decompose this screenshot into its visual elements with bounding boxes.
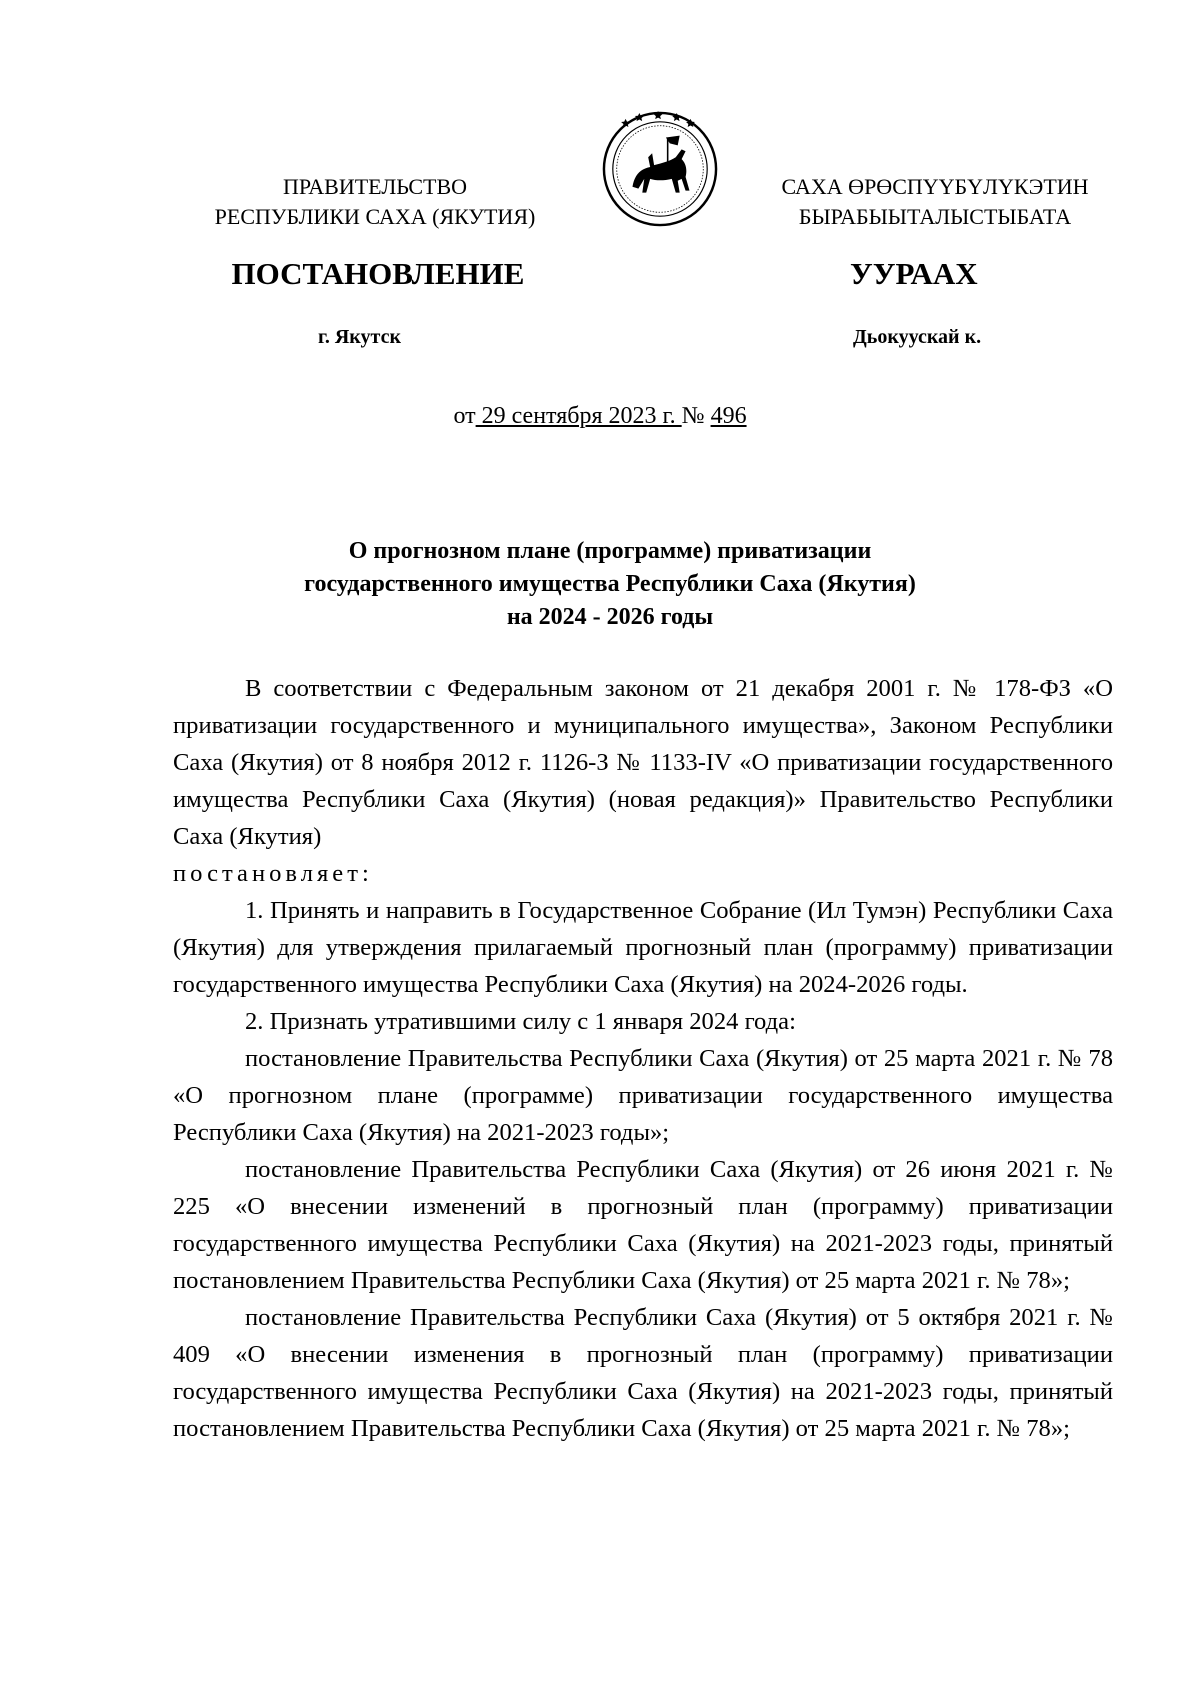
document-body bbox=[173, 670, 1113, 1447]
decree-number: 496 bbox=[710, 403, 747, 429]
doc-type-yakut: УУРААХ bbox=[850, 256, 978, 291]
item-2: 2. Признать утратившими силу с 1 января 2024 года: bbox=[245, 1008, 796, 1035]
item-2-b: постановление Правительства Республики Саха (Якутия) от 26 июня 2021 г. № 225 «О внесении изменений в прогнозный план (программу) приватизации государственного имущества Республики Саха (Якутия) на 2021-2023 годы, принятый постановлением Правительства Республики Саха (Якутия) от 25 марта 2021 г. № 78»; bbox=[173, 1156, 1113, 1294]
decree-word: постановляет: bbox=[173, 860, 373, 887]
number-sign: № bbox=[681, 403, 711, 429]
header-left-line2: РЕСПУБЛИКИ САХА (ЯКУТИЯ) bbox=[214, 204, 536, 229]
coat-of-arms-emblem bbox=[601, 110, 719, 228]
title-line-1: О прогнозном плане (программе) приватизации bbox=[348, 538, 872, 564]
decree-date-line bbox=[0, 403, 1200, 430]
header-right-line1: САХА ӨРӨСПҮҮБҮЛҮКЭТИН bbox=[781, 174, 1089, 199]
header-right-block bbox=[745, 172, 1125, 232]
intro-paragraph: В соответствии с Федеральным законом от 21 декабря 2001 г. № 178-ФЗ «О приватизации государственного и муниципального имущества», Законом Республики Саха (Якутия) от 8 ноября 2012 г. 1126-З № 1133-IV «О приватизации государственного имущества Республики Саха (Якутия) (новая редакция)» Правительство Республики Саха (Якутия) bbox=[173, 675, 1113, 850]
header-right-line2: БЫРАБЫЫТАЛЫСТЫБАТА bbox=[798, 204, 1072, 229]
title-line-3: на 2024 - 2026 годы bbox=[506, 604, 714, 630]
place-yakut: Дьокуускай к. bbox=[853, 326, 982, 348]
item-1: 1. Принять и направить в Государственное Собрание (Ил Тумэн) Республики Саха (Якутия) для утверждения прилагаемый прогнозный план (программу) приватизации государственного имущества Республики Саха (Якутия) на 2024-2026 годы. bbox=[173, 897, 1113, 998]
place-russian: г. Якутск bbox=[318, 326, 401, 348]
doc-type-russian: ПОСТАНОВЛЕНИЕ bbox=[231, 256, 525, 291]
date-prefix: от bbox=[453, 403, 476, 429]
decree-date: 29 сентября 2023 г. bbox=[475, 403, 682, 429]
document-title bbox=[170, 535, 1050, 634]
item-2-a: постановление Правительства Республики Саха (Якутия) от 25 марта 2021 г. № 78 «О прогнозном плане (программе) приватизации государственного имущества Республики Саха (Якутия) на 2021-2023 годы»; bbox=[173, 1045, 1113, 1146]
item-2-c: постановление Правительства Республики Саха (Якутия) от 5 октября 2021 г. № 409 «О внесении изменения в прогнозный план (программу) приватизации государственного имущества Республики Саха (Якутия) на 2021-2023 годы, принятый постановлением Правительства Республики Саха (Якутия) от 25 марта 2021 г. № 78»; bbox=[173, 1304, 1113, 1442]
header-left-block bbox=[190, 172, 560, 232]
header-left-line1: ПРАВИТЕЛЬСТВО bbox=[282, 174, 468, 199]
title-line-2: государственного имущества Республики Саха (Якутия) bbox=[304, 571, 916, 597]
